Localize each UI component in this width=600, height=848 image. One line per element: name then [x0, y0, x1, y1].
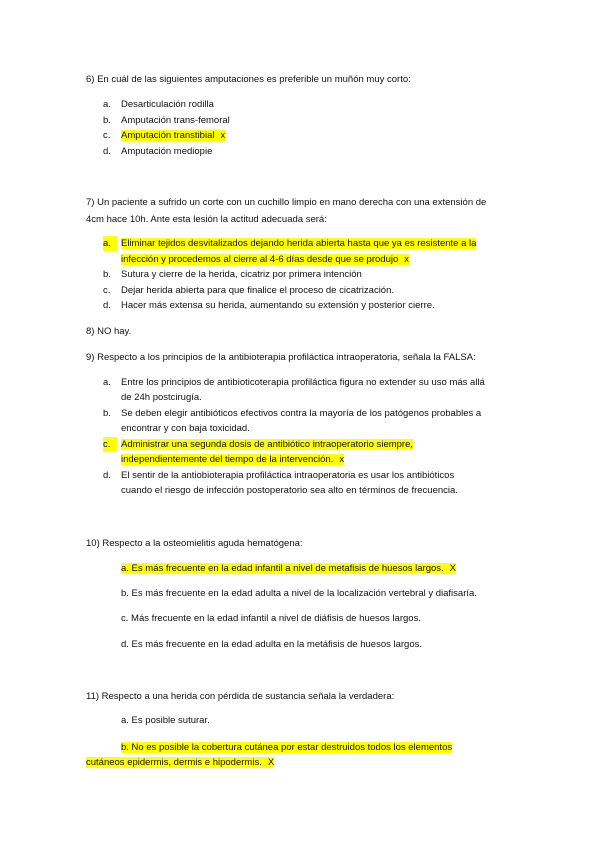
option-text: a. Es posible suturar.	[121, 715, 210, 726]
option-letter: b.	[103, 408, 111, 419]
option-text-line2: encontrar y con baja toxicidad.	[121, 423, 250, 434]
highlighted-answer: Amputación transtibial x	[121, 130, 226, 141]
answer-mark: X	[267, 757, 275, 768]
option-letter: c.	[103, 437, 117, 452]
highlighted-answer: Eliminar tejidos desvitalizados dejando herida abierta hasta que ya es resistente a la	[121, 238, 477, 249]
question-9: 9) Respecto a los principios de la antibioterapia profiláctica intraoperatoria, señala la FALSA:	[86, 352, 476, 363]
answer-mark: x	[339, 454, 345, 465]
option-text: b. Es más frecuente en la edad adulta a nivel de la localización vertebral y diafisaría.	[121, 588, 477, 599]
highlighted-answer: cutáneos epidermis, dermis e hipodermis. X	[86, 757, 275, 768]
option-text: Se deben elegir antibióticos efectivos contra la mayoría de los patógenos probables a	[121, 408, 482, 419]
option-letter: a.	[103, 99, 111, 110]
option-letter: a.	[103, 236, 117, 251]
question-7-line2: 4cm hace 10h. Ante esta lesión la actitud adecuada será:	[86, 214, 327, 225]
option-text: Hacer más extensa su herida, aumentando su extensión y posterior cierre.	[121, 300, 435, 311]
option-answer	[121, 740, 452, 755]
answer-mark: X	[449, 563, 457, 574]
question-7-line1: 7) Un paciente a sufrido un corte con un cuchillo limpio en mano derecha con una extensión de	[86, 197, 487, 208]
question-6: 6) En cuál de las siguientes amputaciones es preferible un muñón muy corto:	[86, 74, 411, 85]
option-answer	[121, 437, 521, 452]
option-answer	[121, 236, 521, 251]
option-letter: d.	[103, 300, 111, 311]
option-text: Dejar herida abierta para que finalice el proceso de cicatrización.	[121, 285, 395, 296]
option-answer-line2	[121, 252, 521, 267]
question-8: 8) NO hay.	[86, 326, 132, 337]
highlighted-answer: a. Es más frecuente en la edad infantil a nivel de metafisis de huesos largos. X	[121, 563, 457, 574]
option-letter: c.	[103, 285, 111, 296]
option-text-line2: de 24h postcirugía.	[121, 392, 202, 403]
option-answer	[121, 561, 456, 576]
question-11: 11) Respecto a una herida con pérdida de sustancia señala la verdadera:	[86, 691, 395, 702]
option-letter: d.	[103, 470, 111, 481]
answer-mark: x	[404, 254, 409, 265]
option-letter: b.	[103, 115, 111, 126]
option-letter: c.	[103, 130, 111, 141]
option-text: c. Más frecuente en la edad infantil a nivel de diáfisis de huesos largos.	[121, 613, 421, 624]
option-text: El sentir de la antiobioterapia profiláctica intraoperatoria es usar los antibióticos	[121, 470, 455, 481]
option-text: Entre los principios de antibioticoterapia profiláctica figura no extender su uso más allá	[121, 377, 485, 388]
option-text: d. Es más frecuente en la edad adulta en la metáfisis de huesos largos.	[121, 639, 423, 650]
option-answer-line2	[121, 452, 521, 467]
option-text: Sutura y cierre de la herida, cicatriz por primera intención	[121, 269, 362, 280]
option-letter: d.	[103, 146, 111, 157]
option-answer-line2	[86, 755, 516, 771]
highlighted-answer: b. No es posible la cobertura cutánea por estar destruidos todos los elementos	[121, 742, 453, 753]
highlighted-answer: Administrar una segunda dosis de antibiótico intraoperatorio siempre,	[121, 439, 414, 450]
highlighted-answer: independientemente del tiempo de la intervención. x	[121, 454, 345, 465]
option-text-line2: cuando el riesgo de infección postoperatorio sea alto en términos de frecuencia.	[121, 485, 458, 496]
option-text: Desarticulación rodilla	[121, 99, 214, 110]
option-text: Amputación mediopie	[121, 146, 213, 157]
option-text: Amputación trans-femoral	[121, 115, 230, 126]
option-answer	[121, 128, 521, 143]
answer-mark: x	[220, 130, 226, 141]
option-letter: b.	[103, 269, 111, 280]
highlighted-answer: infección y procedemos al cierre al 4-6 días desde que se produjo x	[121, 254, 409, 265]
question-10: 10) Respecto a la osteomielitis aguda hematógena:	[86, 538, 303, 549]
option-letter: a.	[103, 377, 111, 388]
